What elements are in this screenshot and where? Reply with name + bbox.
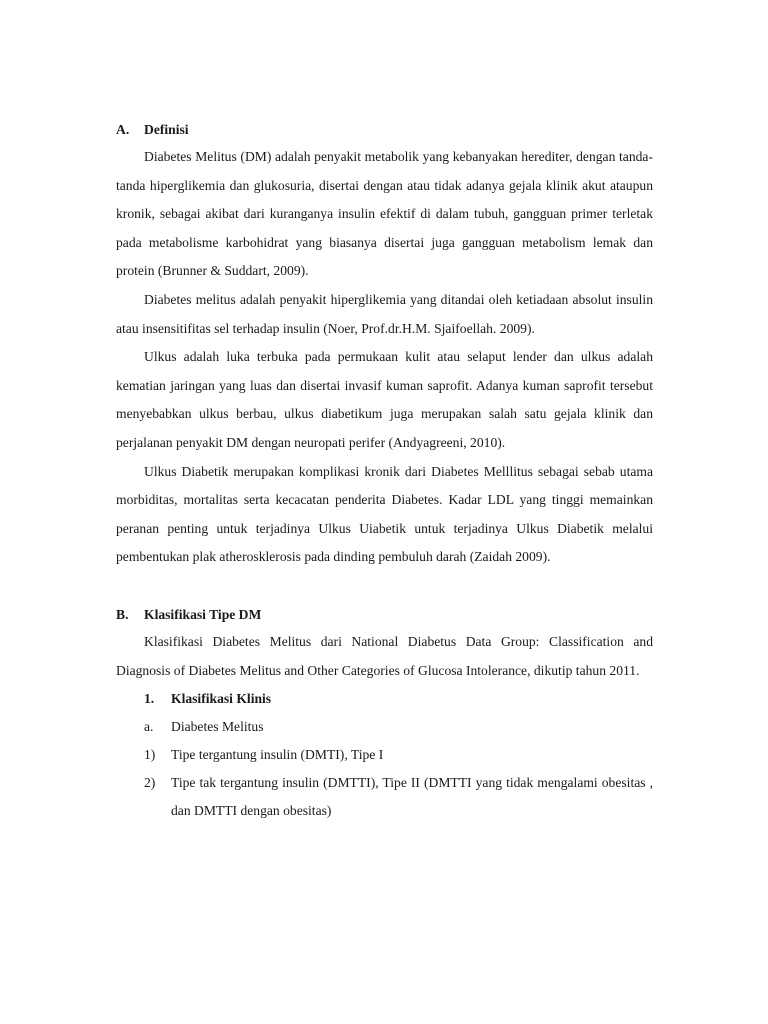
paragraph: Klasifikasi Diabetes Melitus dari National Diabetus Data Group: Classification and Diagnosis of Diabetes Melitus and Other Categories of Glucosa Intolerance, dikutip tahun 2011. bbox=[116, 633, 653, 678]
paragraph: Diabetes melitus adalah penyakit hiperglikemia yang ditandai oleh ketiadaan absolut insulin atau insensitifitas sel terhadap insulin (Noer, Prof.dr.H.M. Sjaifoellah. 2009). bbox=[116, 291, 653, 336]
paragraph: Diabetes Melitus (DM) adalah penyakit metabolik yang kebanyakan herediter, dengan tanda-tanda hiperglikemia dan glukosuria, disertai dengan atau tidak adanya gejala klinik akut ataupun kronik, sebagai akibat dari kuranganya insulin efektif di dalam tubuh, gangguan primer terletak pada metabolisme karbohidrat yang biasanya disertai juga gangguan metabolism lemak dan protein (Brunner & Suddart, 2009). bbox=[116, 149, 653, 279]
section-b-letter: B. bbox=[116, 606, 129, 622]
list-marker: 1) bbox=[144, 747, 156, 763]
list-text: Tipe tergantung insulin (DMTI), Tipe I bbox=[171, 747, 384, 763]
subsection-number: 1. bbox=[144, 691, 155, 707]
list-item bbox=[116, 713, 653, 741]
section-a-title: Definisi bbox=[144, 122, 189, 137]
paragraph: Ulkus Diabetik merupakan komplikasi kronik dari Diabetes Melllitus sebagai sebab utama morbiditas, mortalitas serta kecacatan penderita Diabetes. Kadar LDL yang tinggi memainkan peranan penting untuk terjadinya Ulkus Uiabetik untuk terjadinya Ulkus Diabetik melalui pembentukan plak atherosklerosis pada dinding pembuluh darah (Zaidah 2009). bbox=[116, 463, 653, 565]
section-spacer bbox=[116, 572, 653, 602]
subsection-heading bbox=[116, 685, 653, 713]
list-item bbox=[116, 741, 653, 769]
section-a-heading bbox=[116, 117, 653, 143]
list-marker: a. bbox=[144, 719, 154, 735]
list-item bbox=[116, 769, 653, 825]
paragraph: Ulkus adalah luka terbuka pada permukaan kulit atau selaput lender dan ulkus adalah kematian jaringan yang luas dan disertai invasif kuman saprofit. Adanya kuman saprofit tersebut menyebabkan ulkus berbau, ulkus diabetikum juga merupakan salah satu gejala klinik dan perjalanan penyakit DM dengan neuropati perifer (Andyagreeni, 2010). bbox=[116, 349, 653, 450]
section-a-letter: A. bbox=[116, 122, 130, 137]
list-marker: 2) bbox=[144, 775, 156, 791]
list-text: Diabetes Melitus bbox=[171, 719, 264, 735]
subsection-title: Klasifikasi Klinis bbox=[171, 691, 272, 707]
section-b-title: Klasifikasi Tipe DM bbox=[144, 606, 262, 622]
section-b-heading bbox=[116, 602, 653, 628]
list-text: Tipe tak tergantung insulin (DMTTI), Tipe II (DMTTI yang tidak mengalami obesitas , dan DMTTI dengan obesitas) bbox=[171, 775, 653, 819]
document-page bbox=[116, 117, 653, 825]
